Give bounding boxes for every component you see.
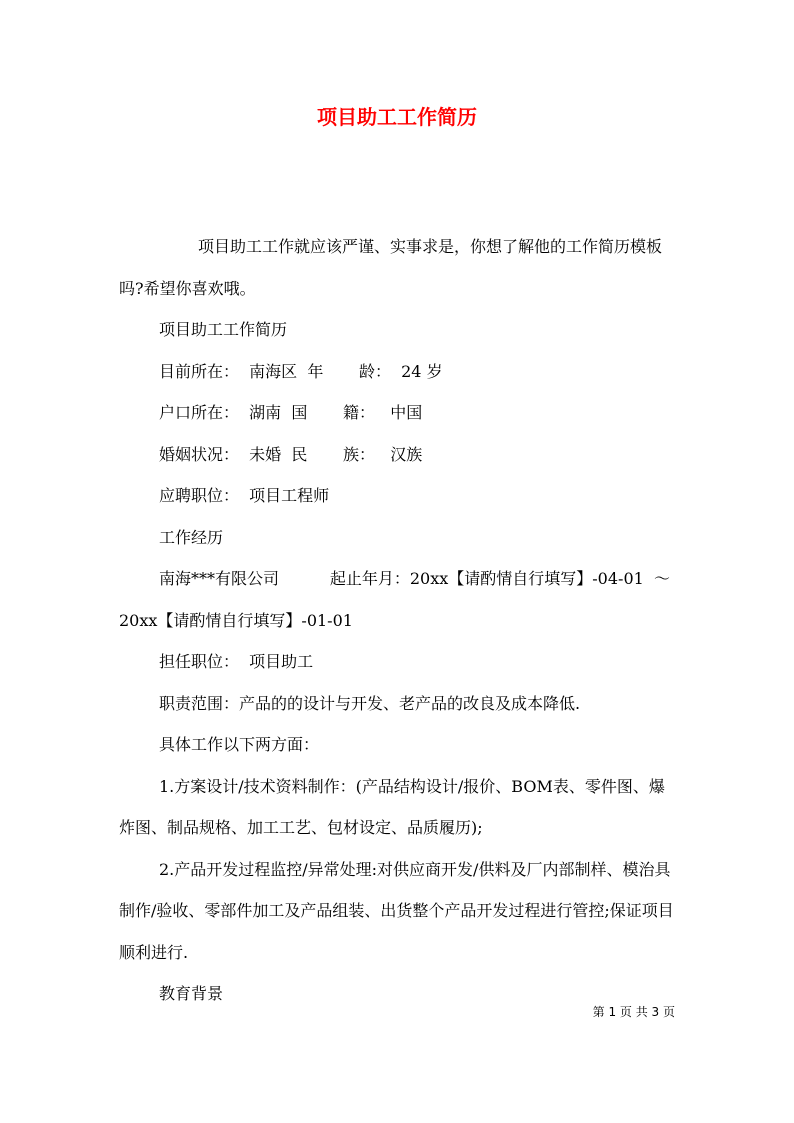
document-body bbox=[119, 226, 675, 1015]
work-item-1: 1.方案设计/技术资料制作：(产品结构设计/报价、BOM表、零件图、爆炸图、制品规格、加工工艺、包材设定、品质履历); bbox=[119, 776, 665, 837]
work-company-line: 南海***有限公司 起止年月：20xx【请酌情自行填写】-04-01 ～ 20xx【请酌情自行填写】-01-01 bbox=[119, 569, 676, 630]
page-number: 第 1 页 共 3 页 bbox=[592, 1005, 675, 1019]
resume-heading: 项目助工工作简历 bbox=[159, 320, 288, 339]
work-scope: 职责范围：产品的的设计与开发、老产品的改良及成本降低. bbox=[159, 693, 581, 713]
info-line-hukou: 户口所在： 湖南 国 籍： 中国 bbox=[159, 403, 423, 422]
work-heading: 工作经历 bbox=[159, 527, 224, 547]
info-line-location: 目前所在： 南海区 年 龄： 24 岁 bbox=[159, 361, 443, 381]
work-position: 担任职位： 项目助工 bbox=[159, 652, 314, 671]
info-line-position: 应聘职位： 项目工程师 bbox=[159, 486, 330, 505]
work-detail-intro: 具体工作以下两方面： bbox=[159, 735, 320, 754]
edu-heading: 教育背景 bbox=[159, 984, 224, 1003]
intro-paragraph: 项目助工工作就应该严谨、实事求是，你想了解他的工作简历模板吗?希望你喜欢哦。 bbox=[119, 237, 663, 298]
document-title: 项目助工工作简历 bbox=[317, 105, 477, 129]
work-item-2: 2.产品开发过程监控/异常处理:对供应商开发/供料及厂内部制样、模治具制作/验收、零部件加工及产品组装、出货整个产品开发过程进行管控;保证项目顺利进行. bbox=[119, 859, 674, 962]
info-line-marital: 婚姻状况： 未婚 民 族： 汉族 bbox=[159, 444, 423, 464]
